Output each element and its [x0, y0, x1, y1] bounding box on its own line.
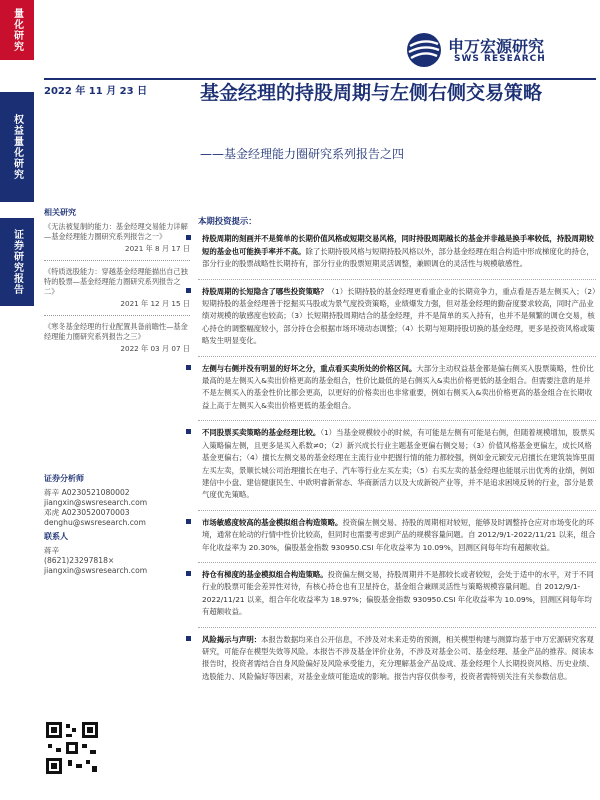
analyst-block [44, 474, 190, 576]
report-date: 2022 年 11 月 23 日 [44, 86, 148, 97]
investment-highlights [198, 215, 596, 691]
highlight-body: 除了长期持股风格与短期持股风格以外，部分基金经理在组合构造中形成梯度化的持仓，部分行业的股票战略性长期持有，部分行业的股票短期灵活调整，兼顾调仓的灵活性与规模敏感性。 [202, 246, 594, 269]
related-report-title: 《特质选股能力：穿越基金经理能描出自己独特的股票—基金经理能力圈研究系列报告之二》 [44, 267, 188, 296]
square-bullet-icon [186, 636, 191, 641]
highlight-lead: 左侧与右侧并没有明显的好坏之分，重点看买卖所处的价格区间。 [202, 363, 417, 373]
square-bullet-icon [186, 571, 191, 576]
square-bullet-icon [186, 365, 191, 370]
highlight-paragraph [198, 517, 596, 554]
analyst-email[interactable]: jiangxin@swsresearch.com [44, 498, 148, 507]
highlight-paragraph [198, 569, 596, 619]
square-bullet-icon [186, 235, 191, 240]
report-title: 基金经理的持股周期与左侧右侧交易策略 [200, 82, 543, 104]
highlight-body: （1）当基金规模较小的时候，有可能是左侧有可能是右侧，但随着规模增加，股票买入策略偏左侧，且更多是买入系数≠0；（2）新兴成长行业主题基金更偏右侧交易；（3）价值风格基金更偏左，成长风格基金更偏右；（4）擅长左侧交易的基金经理在主流行业中把握行情的能力都较强，例如金元颖安元启擅长在建筑装饰里面左买左卖，景顺长城公司治理擅长在电子、汽车等行业左买左卖；（5）右买左卖的基金经理也能展示出优秀的业绩，例如建信中小盘、建信健康民生、中欧明睿新常态、华商新活力以及大成新锐产业等，并不是追求困境反转的行业，部分是景气度优先策略。 [202, 428, 595, 500]
highlight-body: （1）长期持股的基金经理更看重企业的长期竞争力，重点看是否是左侧买入；（2）短期持股的基金经理善于挖掘买马股或为景气度投资策略，业绩爆发力强，但对基金经理的勤奋度要求较高，同时产品业绩对规模的敏感度也较高；（3）长短期持股周期结合的基金经理，并不是简单的买入持有，也并不是频繁的调仓交易，核心持仓的调整幅度较小，部分持仓会根据市场环境动态调整；（4）长期与短期持股切换的基金经理，更多是投资风格或策略发生明显变化。 [202, 286, 596, 346]
analyst-email[interactable]: denghu@swsresearch.com [44, 518, 146, 527]
section-heading: 本期投资提示： [198, 216, 257, 226]
contact-line: 蒋辛 [44, 546, 60, 555]
logo-text-en: SWS RESEARCH [454, 54, 546, 64]
analyst-heading: 证券分析师 [44, 474, 84, 483]
analyst-line: 邓虎 A0230520070003 [44, 508, 130, 517]
brand-logo [404, 30, 584, 70]
risk-disclosure [198, 634, 596, 684]
highlight-paragraph [198, 286, 596, 348]
qr-code-icon [44, 720, 100, 776]
divider [198, 562, 596, 563]
highlight-lead: 风险揭示与声明： [202, 634, 262, 644]
related-report-title: 《无法被复制的能力：基金经理交易能力详解—基金经理能力圈研究系列报告之一》 [44, 222, 188, 241]
logo-text-cn: 申万宏源研究 [448, 37, 545, 56]
related-research-heading: 相关研究 [44, 208, 76, 217]
left-column [44, 208, 190, 576]
highlight-paragraph [198, 363, 596, 413]
divider [198, 510, 596, 511]
related-report[interactable] [44, 222, 190, 254]
sidebar [0, 0, 36, 800]
divider [198, 627, 596, 628]
sidebar-tab-securities-report: 证券研究报告 [0, 218, 34, 306]
highlight-lead: 不同股票买卖策略的基金经理比较。 [202, 428, 321, 438]
contact-heading: 联系人 [44, 532, 68, 541]
highlight-lead: 市场敏感度较高的基金模拟组合构造策略。 [202, 517, 343, 527]
related-report-date: 2022 年 03 月 07 日 [120, 344, 190, 353]
highlight-paragraph [198, 233, 596, 270]
highlight-body: 本报告数据均来自公开信息，不涉及对未来走势的预测，相关模型构建与测算均基于申万宏源研究客观研究，可能存在模型失效等风险。本报告不涉及基金评价业务，不涉及对基金公司、基金经理、基金产品的推荐。阅读本报告时，投资者需结合自身风险偏好及风险承受能力，充分理解基金产品设成、基金经理个人长期投资风格、历史业绩、选股能力、风险偏好等因素，对基金业绩可能造成的影响。报告内容仅供参考，投资者需特别关注有关参数信息。 [202, 634, 594, 681]
highlight-lead: 持股周期的刻画并不是简单的长期价值风格或短期交易风格，同时持股周期越长的基金并非越是换手率较低，持股周期较短的基金也可能换手率并不高。 [202, 234, 594, 256]
related-report-date: 2021 年 12 月 15 日 [120, 299, 190, 308]
divider [44, 315, 190, 316]
contact-phone: (8621)23297818× [44, 556, 115, 565]
square-bullet-icon [186, 429, 191, 434]
highlight-lead: 持仓有梯度的基金模拟组合构造策略。 [202, 569, 328, 579]
related-report[interactable] [44, 267, 190, 309]
sidebar-tab-equity-quant: 权益量化研究 [0, 92, 34, 202]
sidebar-tab-quant: 量化研究 [0, 0, 34, 60]
divider [44, 260, 190, 261]
highlight-lead: 持股周期的长短隐含了哪些投资策略？ [202, 286, 328, 296]
related-report-title: 《寒冬基金经理的行业配置具备前瞻性—基金经理能力圈研究系列报告之三》 [44, 322, 188, 341]
highlight-body: 投资偏左侧交易，持股周期并不是都较长或者较短，会处于适中的水平，对于不同行业的股票可能会差异性对待，有核心持仓也有卫星持仓，基金组合兼顾灵活性与策略规模容量问题。自 2012/9/1-2022/11/21 以来，组合年化收益率为 18.97%；偏股基金指数 930950.CSI 年化收益率为 10.09%，回测区间每年均有超额收益。 [202, 569, 594, 617]
related-report[interactable] [44, 322, 190, 354]
highlight-paragraph [198, 427, 596, 501]
report-subtitle: ——基金经理能力圈研究系列报告之四 [200, 147, 405, 161]
divider [198, 279, 596, 280]
divider [198, 420, 596, 421]
analyst-line: 蒋辛 A0230521080002 [44, 488, 130, 497]
square-bullet-icon [186, 519, 191, 524]
globe-logo-icon [404, 30, 444, 70]
square-bullet-icon [186, 288, 191, 293]
divider [198, 356, 596, 357]
contact-email[interactable]: jiangxin@swsresearch.com [44, 566, 148, 575]
related-report-date: 2021 年 8 月 17 日 [125, 244, 190, 253]
highlight-body: 大部分主动权益基金都是偏右侧买入股票策略，性价比最高的是左侧买入&卖出价格更高的基金组合，性价比最低的是右侧买入&卖出价格更低的基金组合。但需要注意的是并不是左侧买入的基金性价比都会更高，以更好的价格卖出也非常重要，例如右侧买入&卖出价格更高的基金组合在长期收益上高于左侧买入&卖出价格更低的基金组合。 [202, 363, 594, 410]
highlight-body: 投资偏左侧交易、持股的周期相对较短，能够及时调整持仓应对市场变化的环境，通常在轮动的行情中性价比较高，但同时也需要考虑到产品的规模容量问题。自 2012/9/1-2022/11/21 以来，组合年化收益率为 20.30%，偏股基金指数 930950.CSI 年化收益率为 10.09%，回测区间每年均有超额收益。 [202, 517, 596, 552]
